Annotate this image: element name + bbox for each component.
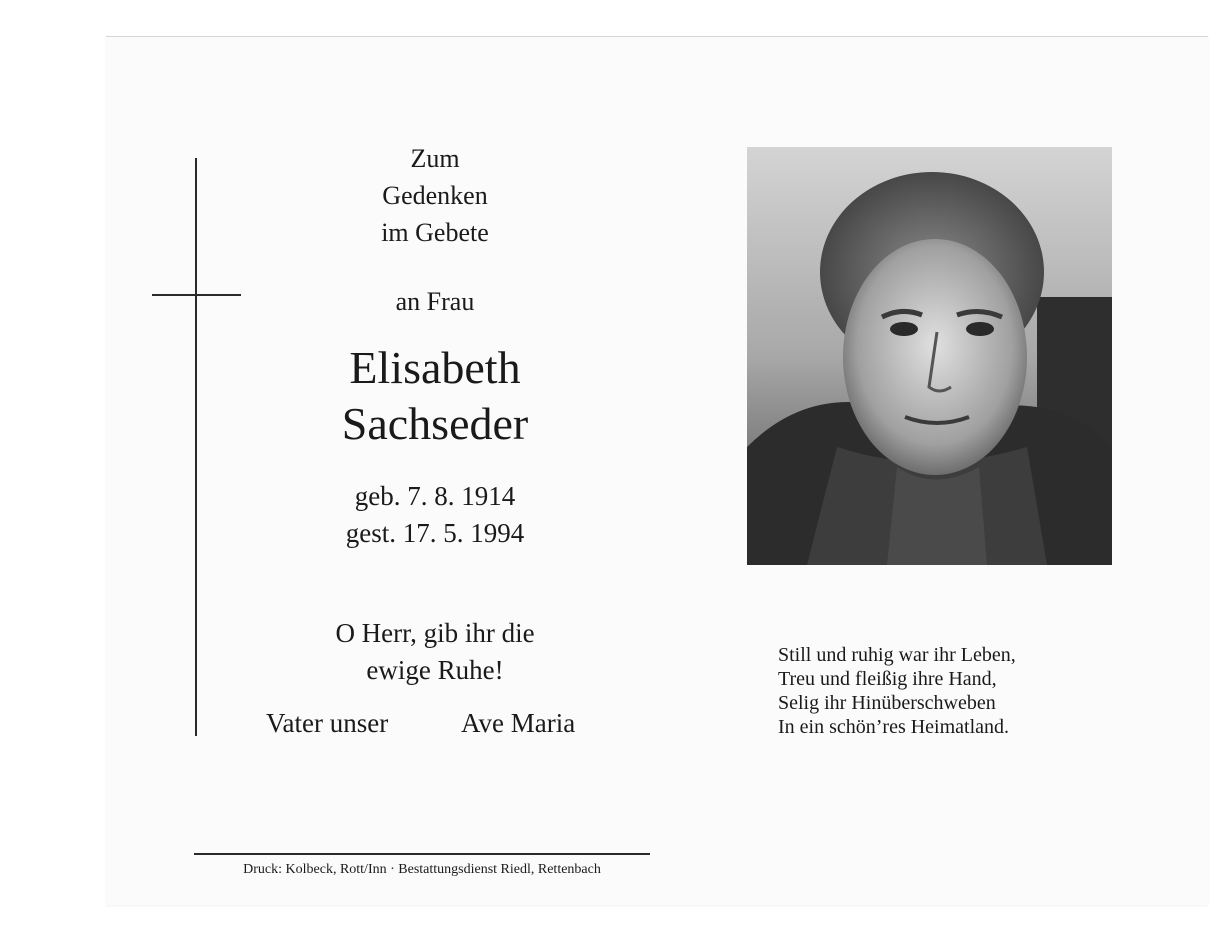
birth-date: geb. 7. 8. 1914 <box>354 481 516 511</box>
cross-horizontal-bar <box>152 294 241 296</box>
poem-line-3: Selig ihr Hinüberschweben <box>778 692 996 714</box>
memorial-heading <box>290 140 580 251</box>
poem-line-2: Treu und fleißig ihre Hand, <box>778 668 997 690</box>
prayer-vater-unser: Vater unser <box>266 708 389 738</box>
heading-line-3: im Gebete <box>381 218 489 247</box>
memorial-poem <box>778 643 1016 739</box>
cross-vertical-bar <box>195 158 197 736</box>
last-name: Sachseder <box>341 398 529 449</box>
printer-credit: Druck: Kolbeck, Rott/Inn · Bestattungsdienst Riedl, Rettenbach <box>243 862 601 877</box>
prayer-text <box>290 615 580 689</box>
portrait-photo <box>747 147 1112 565</box>
deceased-name <box>290 340 580 452</box>
footer-divider <box>194 853 650 855</box>
heading-line-2: Gedenken <box>382 181 488 210</box>
first-name: Elisabeth <box>349 342 521 393</box>
death-date: gest. 17. 5. 1994 <box>345 518 525 548</box>
salutation: an Frau <box>395 287 475 316</box>
prayer-ave-maria: Ave Maria <box>461 708 576 738</box>
heading-line-1: Zum <box>410 144 460 173</box>
life-dates <box>290 478 580 552</box>
portrait-illustration <box>747 147 1112 565</box>
prayer-line-2: ewige Ruhe! <box>366 655 504 685</box>
prayer-line-1: O Herr, gib ihr die <box>335 618 535 648</box>
poem-line-4: In ein schön’res Heimatland. <box>778 716 1010 738</box>
poem-line-1: Still und ruhig war ihr Leben, <box>778 644 1016 666</box>
